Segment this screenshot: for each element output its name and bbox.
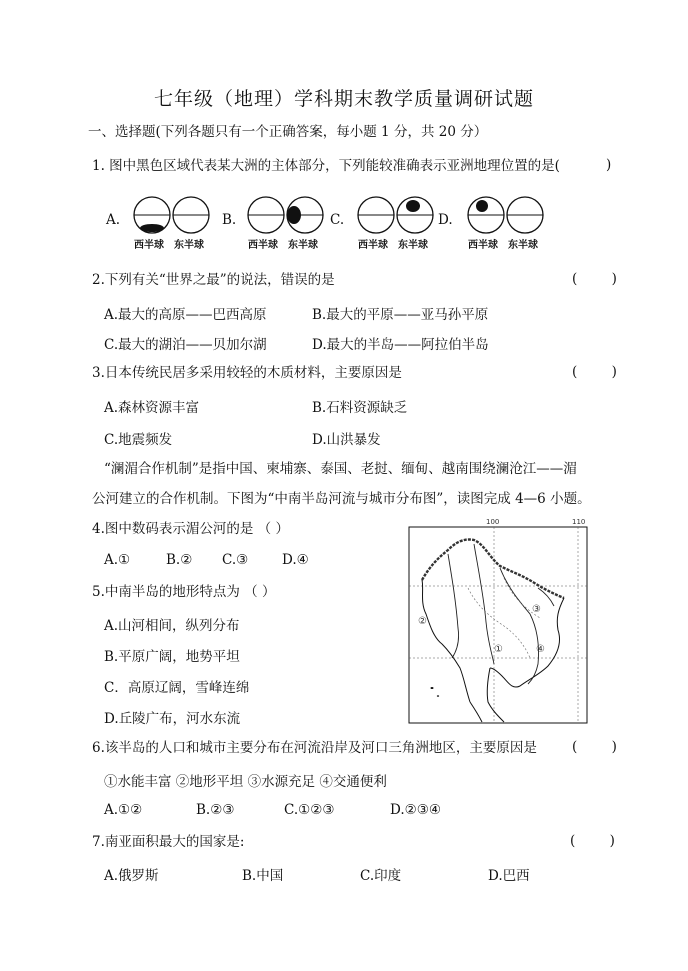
longitude-100-label: 100 (486, 518, 500, 526)
q2-option-a[interactable]: A.最大的高原——巴西高原 (104, 307, 267, 323)
hemisphere-diagram-d (466, 196, 548, 236)
map-label-1: ① (494, 644, 503, 655)
q4-option-a[interactable]: A.① (104, 552, 131, 568)
q4-option-c[interactable]: C.③ (222, 552, 249, 568)
passage-line-2: 公河建立的合作机制。下图为“中南半岛河流与城市分布图”，读图完成 4—6 小题。 (92, 491, 591, 507)
west-hemisphere-label: 西半球 (248, 240, 278, 251)
question-2-stem: 2.下列有关“世界之最”的说法，错误的是 (92, 272, 335, 288)
east-hemisphere-label: 东半球 (288, 240, 318, 251)
q7-option-d[interactable]: D.巴西 (488, 868, 530, 884)
q6-reasons: ①水能丰富 ②地形平坦 ③水源充足 ④交通便利 (104, 774, 387, 790)
q3-option-b[interactable]: B.石料资源缺乏 (312, 400, 408, 416)
q2-option-d[interactable]: D.最大的半岛——阿拉伯半岛 (312, 337, 489, 353)
section-heading: 一、选择题(下列各题只有一个正确答案，每小题 1 分，共 20 分） (88, 124, 488, 140)
q2-option-c[interactable]: C.最大的湖泊——贝加尔湖 (104, 337, 267, 353)
q4-option-b[interactable]: B.② (166, 552, 193, 568)
option-c-label: C. (330, 212, 345, 228)
q3-option-d[interactable]: D.山洪暴发 (312, 432, 381, 448)
q4-option-d[interactable]: D.④ (282, 552, 309, 568)
globe-option-c (356, 196, 466, 252)
west-hemisphere-label: 西半球 (134, 240, 164, 251)
east-hemisphere-label: 东半球 (508, 240, 538, 251)
q3-option-a[interactable]: A.森林资源丰富 (104, 400, 200, 416)
q7-option-a[interactable]: A.俄罗斯 (104, 868, 159, 884)
question-4-stem: 4.图中数码表示湄公河的是 （ ） (92, 521, 289, 537)
question-1-stem: 1. 图中黑色区域代表某大洲的主体部分，下列能较准确表示亚洲地理位置的是( (92, 158, 560, 174)
map-label-3: ③ (532, 604, 541, 615)
longitude-110-label: 110 (572, 518, 586, 526)
q7-option-b[interactable]: B.中国 (242, 868, 284, 884)
q5-option-a[interactable]: A.山河相间，纵列分布 (104, 618, 240, 634)
q6-option-a[interactable]: A.①② (104, 802, 143, 818)
passage-line-1: “澜湄合作机制”是指中国、柬埔寨、泰国、老挝、缅甸、越南围绕澜沧江——湄 (104, 461, 577, 477)
q5-option-d[interactable]: D.丘陵广布，河水东流 (104, 711, 241, 727)
continent-blob-b (287, 206, 301, 224)
question-5-stem: 5.中南半岛的地形特点为 （ ） (92, 584, 276, 600)
map-drawing (408, 518, 592, 726)
question-3-answer-paren[interactable]: ( ) (572, 364, 617, 380)
continent-blob-d (476, 200, 488, 212)
q7-option-c[interactable]: C.印度 (360, 868, 402, 884)
q3-option-c[interactable]: C.地震频发 (104, 432, 173, 448)
question-2-answer-paren[interactable]: ( ) (572, 271, 617, 287)
option-a-label: A. (106, 212, 121, 228)
map-label-2: ② (418, 616, 427, 627)
hemisphere-diagram-b (246, 196, 328, 236)
q6-option-c[interactable]: C.①②③ (284, 802, 335, 818)
hemisphere-diagram-a (132, 196, 214, 236)
east-hemisphere-label: 东半球 (398, 240, 428, 251)
q5-option-b[interactable]: B.平原广阔，地势平坦 (104, 649, 240, 665)
question-6-stem: 6.该半岛的人口和城市主要分布在河流沿岸及河口三角洲地区，主要原因是 (92, 740, 537, 756)
west-hemisphere-label: 西半球 (468, 240, 498, 251)
globe-option-d (466, 196, 576, 252)
globe-option-b (246, 196, 356, 252)
west-hemisphere-label: 西半球 (358, 240, 388, 251)
q2-option-b[interactable]: B.最大的平原——亚马孙平原 (312, 307, 489, 323)
continent-blob-c (406, 200, 420, 212)
question-1-answer-paren[interactable]: ) (606, 157, 612, 173)
continent-blob-a (140, 224, 164, 232)
question-3-stem: 3.日本传统民居多采用较轻的木质材料，主要原因是 (92, 365, 402, 381)
page-title: 七年级（地理）学科期末教学质量调研试题 (153, 88, 534, 110)
question-6-answer-paren[interactable]: ( ) (572, 739, 617, 755)
indochina-river-map (408, 518, 592, 726)
globe-option-a (132, 196, 242, 252)
q6-option-d[interactable]: D.②③④ (390, 802, 441, 818)
question-7-stem: 7.南亚面积最大的国家是: (92, 834, 245, 850)
hemisphere-diagram-c (356, 196, 438, 236)
question-7-answer-paren[interactable]: ( ) (570, 833, 615, 849)
q6-option-b[interactable]: B.②③ (196, 802, 235, 818)
east-hemisphere-label: 东半球 (174, 240, 204, 251)
map-label-4: ④ (536, 644, 545, 655)
option-b-label: B. (222, 212, 237, 228)
option-d-label: D. (438, 212, 453, 228)
q5-option-c[interactable]: C．高原辽阔，雪峰连绵 (104, 680, 250, 696)
